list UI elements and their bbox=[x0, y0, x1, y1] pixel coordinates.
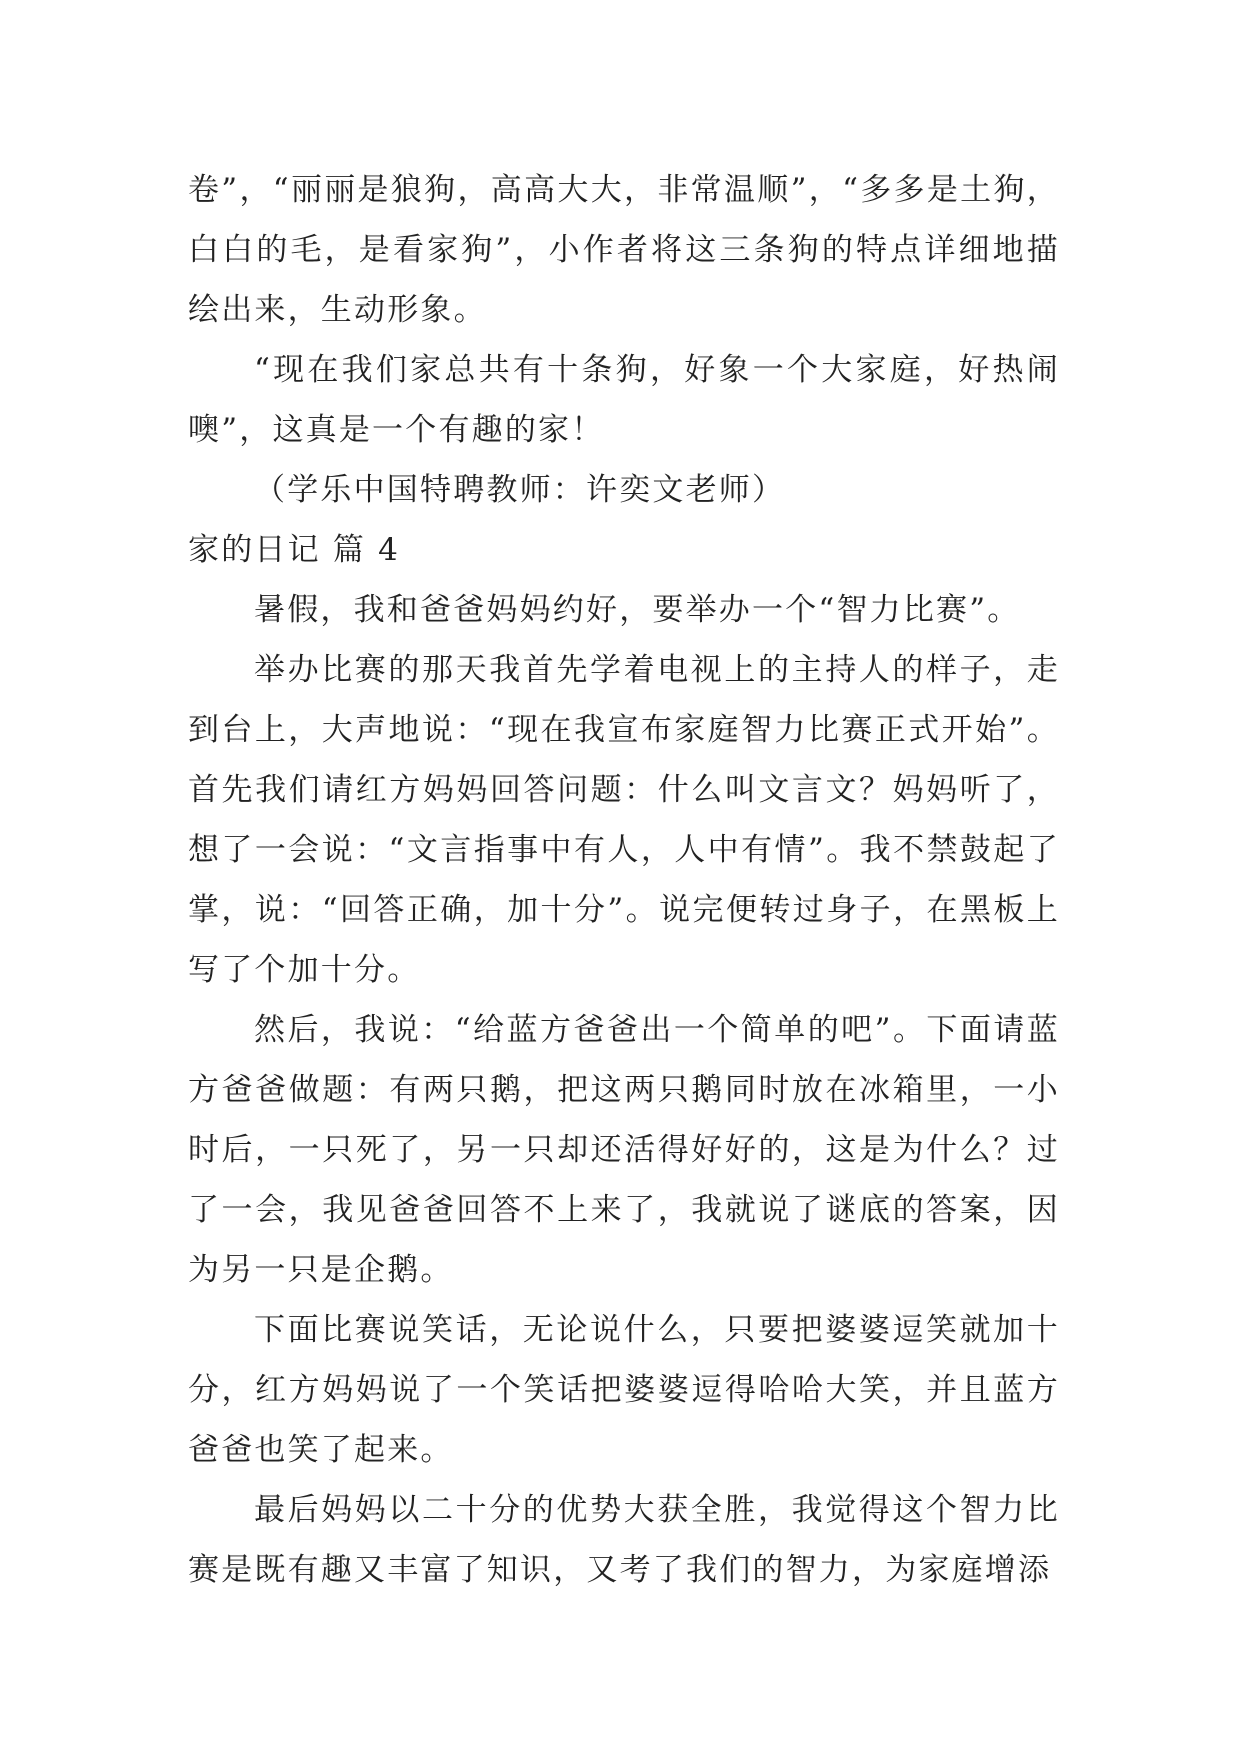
paragraph-continued: 卷”，“丽丽是狼狗，高高大大，非常温顺”，“多多是土狗，白白的毛，是看家狗”，小作者将这三条狗的特点详细地描绘出来，生动形象。 bbox=[188, 172, 1060, 328]
document-body bbox=[188, 160, 1060, 1600]
paragraph-jokes: 下面比赛说笑话，无论说什么，只要把婆婆逗笑就加十分，红方妈妈说了一个笑话把婆婆逗得哈哈大笑，并且蓝方爸爸也笑了起来。 bbox=[188, 1312, 1060, 1468]
paragraph-conclusion: 最后妈妈以二十分的优势大获全胜，我觉得这个智力比赛是既有趣又丰富了知识，又考了我们的智力，为家庭增添 bbox=[188, 1492, 1060, 1588]
paragraph-round-two: 然后，我说：“给蓝方爸爸出一个简单的吧”。下面请蓝方爸爸做题：有两只鹅，把这两只鹅同时放在冰箱里，一小时后，一只死了，另一只却还活得好好的，这是为什么？过了一会，我见爸爸回答不上来了，我就说了谜底的答案，因为另一只是企鹅。 bbox=[188, 1012, 1060, 1288]
paragraph-teacher-credit: （学乐中国特聘教师：许奕文老师） bbox=[254, 472, 786, 508]
paragraph-round-one: 举办比赛的那天我首先学着电视上的主持人的样子，走到台上，大声地说：“现在我宣布家庭智力比赛正式开始”。首先我们请红方妈妈回答问题：什么叫文言文？妈妈听了，想了一会说：“文言指事中有人，人中有情”。我不禁鼓起了掌，说：“回答正确，加十分”。说完便转过身子，在黑板上写了个加十分。 bbox=[188, 652, 1060, 988]
paragraph-quote: “现在我们家总共有十条狗，好象一个大家庭，好热闹噢”，这真是一个有趣的家！ bbox=[188, 352, 1060, 448]
paragraph-intro: 暑假，我和爸爸妈妈约好，要举办一个“智力比赛”。 bbox=[254, 592, 1021, 628]
section-heading: 家的日记 篇 4 bbox=[188, 532, 401, 568]
